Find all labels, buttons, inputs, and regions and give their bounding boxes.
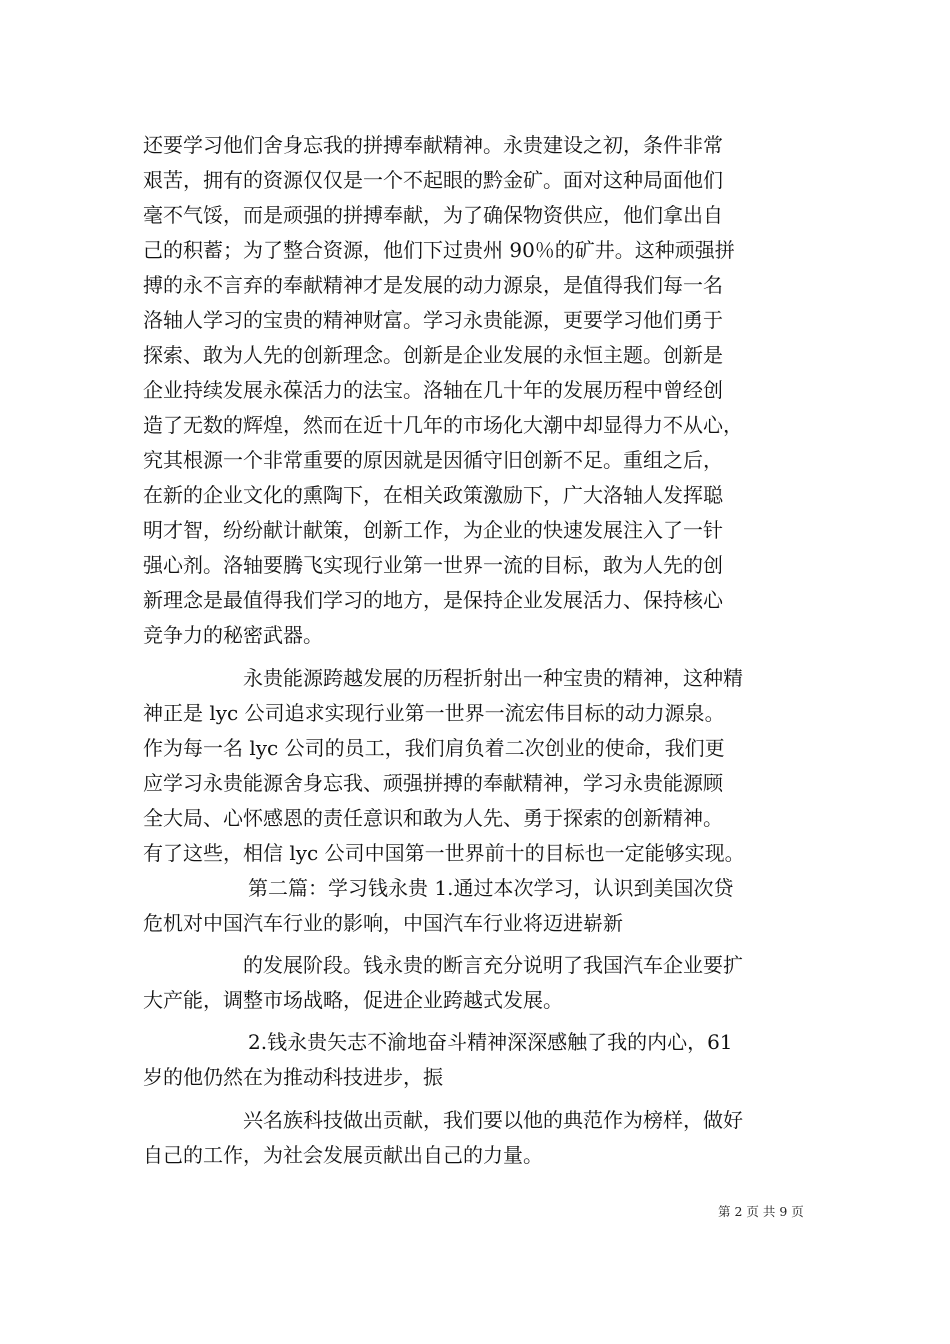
text-line: 明才智，纷纷献计献策，创新工作，为企业的快速发展注入了一针 (143, 518, 723, 542)
text-line: 有了这些，相信 lyc 公司中国第一世界前十的目标也一定能够实现。 (143, 841, 745, 865)
text-line: 企业持续发展永葆活力的法宝。洛轴在几十年的发展历程中曾经创 (143, 378, 723, 402)
text-line: 全大局、心怀感恩的责任意识和敢为人先、勇于探索的创新精神。 (143, 806, 723, 830)
paragraph-start-line: 永贵能源跨越发展的历程折射出一种宝贵的精神，这种精 (243, 666, 743, 690)
text-line: 危机对中国汽车行业的影响，中国汽车行业将迈进崭新 (143, 911, 623, 935)
text-line: 毫不气馁，而是顽强的拼搏奉献，为了确保物资供应，他们拿出自 (143, 203, 723, 227)
text-line: 岁的他仍然在为推动科技进步，振 (143, 1065, 443, 1089)
text-line: 强心剂。洛轴要腾飞实现行业第一世界一流的目标，敢为人先的创 (143, 553, 723, 577)
text-line: 应学习永贵能源舍身忘我、顽强拼搏的奉献精神，学习永贵能源顾 (143, 771, 723, 795)
text-line: 新理念是最值得我们学习的地方，是保持企业发展活力、保持核心 (143, 588, 723, 612)
text-line: 神正是 lyc 公司追求实现行业第一世界一流宏伟目标的动力源泉。 (143, 701, 725, 725)
text-line: 探索、敢为人先的创新理念。创新是企业发展的永恒主题。创新是 (143, 343, 723, 367)
page-number: 第 2 页 共 9 页 (718, 1204, 804, 1219)
text-line: 作为每一名 lyc 公司的员工，我们肩负着二次创业的使命，我们更 (143, 736, 725, 760)
text-line: 洛轴人学习的宝贵的精神财富。学习永贵能源，更要学习他们勇于 (143, 308, 723, 332)
text-line: 究其根源一个非常重要的原因就是因循守旧创新不足。重组之后， (143, 448, 723, 472)
paragraph-start-line: 兴名族科技做出贡献，我们要以他的典范作为榜样，做好 (243, 1108, 743, 1132)
text-line: 搏的永不言弃的奉献精神才是发展的动力源泉，是值得我们每一名 (143, 273, 723, 297)
text-line: 己的积蓄；为了整合资源，他们下过贵州 90％的矿井。这种顽强拼 (143, 238, 735, 262)
paragraph-start-line: 的发展阶段。钱永贵的断言充分说明了我国汽车企业要扩 (243, 953, 743, 977)
text-line: 大产能，调整市场战略，促进企业跨越式发展。 (143, 988, 563, 1012)
text-line: 竞争力的秘密武器。 (143, 623, 323, 647)
text-line: 艰苦，拥有的资源仅仅是一个不起眼的黔金矿。面对这种局面他们 (143, 168, 723, 192)
section-heading-line: 第二篇：学习钱永贵 1.通过本次学习，认识到美国次贷 (248, 876, 734, 900)
text-line: 造了无数的辉煌，然而在近十几年的市场化大潮中却显得力不从心， (143, 413, 743, 437)
text-line: 在新的企业文化的熏陶下，在相关政策激励下，广大洛轴人发挥聪 (143, 483, 723, 507)
paragraph-start-line: 2.钱永贵矢志不渝地奋斗精神深深感触了我的内心，61 (248, 1030, 733, 1054)
text-line: 还要学习他们舍身忘我的拼搏奉献精神。永贵建设之初，条件非常 (143, 133, 723, 157)
text-line: 自己的工作，为社会发展贡献出自己的力量。 (143, 1143, 543, 1167)
